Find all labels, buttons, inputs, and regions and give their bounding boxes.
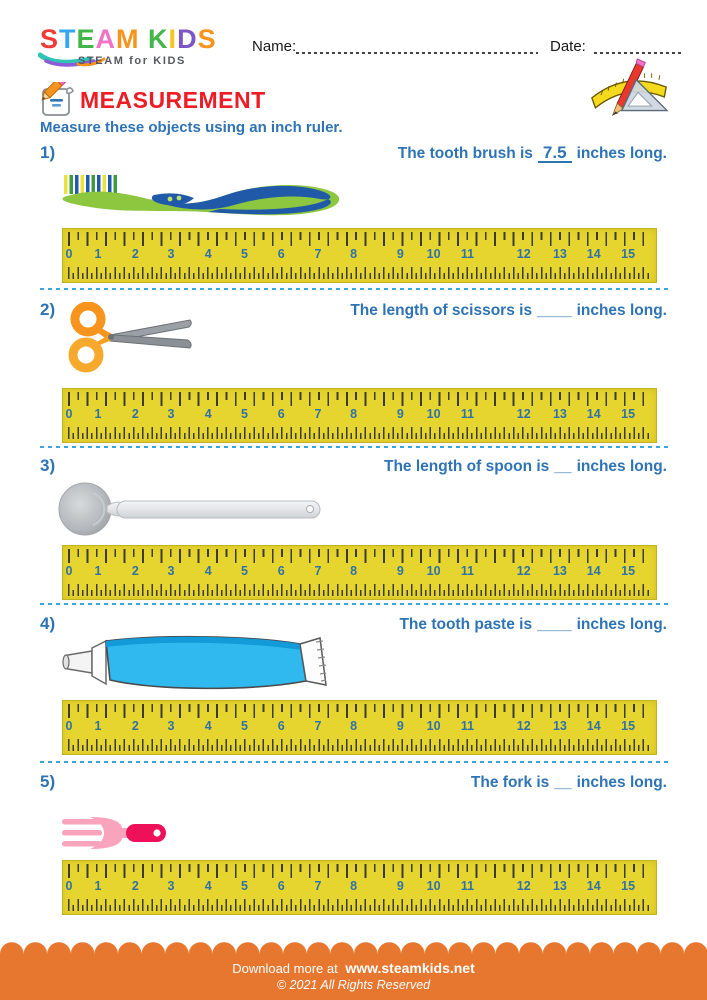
ruler-number: 10	[426, 247, 441, 261]
ruler-number: 15	[621, 247, 636, 261]
question-prefix: The length of spoon is	[383, 458, 550, 475]
logo-letter: T	[59, 24, 77, 54]
logo-letter: A	[95, 24, 117, 54]
ruler-number: 2	[131, 247, 139, 261]
ruler-number: 11	[460, 407, 475, 421]
question-suffix: inches long.	[576, 774, 667, 791]
ruler-number: 9	[396, 407, 404, 421]
ruler-number: 6	[277, 407, 285, 421]
geometry-tools-icon	[585, 58, 673, 116]
inch-ruler	[62, 860, 657, 915]
ruler-ticks-top	[68, 392, 651, 406]
ruler-number: 10	[426, 564, 441, 578]
ruler-number: 13	[552, 879, 567, 893]
ruler-number: 8	[350, 407, 358, 421]
ruler-number: 11	[460, 247, 475, 261]
inch-ruler	[62, 545, 657, 600]
answer-value[interactable]: 7.5	[538, 144, 572, 163]
ruler-number: 6	[277, 564, 285, 578]
ruler-number: 3	[167, 564, 175, 578]
question-number: 1)	[40, 143, 56, 162]
ruler-number: 15	[621, 564, 636, 578]
ruler-number: 13	[552, 564, 567, 578]
ruler-ticks-top	[68, 864, 651, 878]
ruler-number: 2	[131, 564, 139, 578]
section-divider	[40, 603, 672, 605]
ruler-number: 14	[586, 719, 601, 733]
ruler-ticks-top	[68, 704, 651, 718]
ruler-number: 13	[552, 407, 567, 421]
ruler-number: 14	[586, 407, 601, 421]
ruler-number: 3	[167, 879, 175, 893]
date-field-line[interactable]	[594, 52, 682, 54]
ruler-number: 6	[277, 247, 285, 261]
section-divider	[40, 288, 672, 290]
ruler-number: 15	[621, 879, 636, 893]
inch-ruler	[62, 228, 657, 283]
ruler-number: 1	[94, 564, 102, 578]
ruler-number: 12	[516, 564, 531, 578]
question-row-1	[40, 143, 667, 165]
logo-letter: K	[148, 24, 169, 54]
question-suffix: inches long.	[576, 145, 667, 162]
ruler-number: 2	[131, 879, 139, 893]
question-text	[350, 302, 667, 320]
logo-tagline: STEAM for KIDS	[78, 55, 186, 67]
question-number: 3)	[40, 456, 56, 475]
ruler-number: 7	[314, 879, 322, 893]
ruler-number: 9	[396, 719, 404, 733]
section-divider	[40, 446, 672, 448]
scissors-image	[64, 302, 194, 374]
question-text	[471, 774, 667, 792]
ruler-number: 10	[426, 719, 441, 733]
ruler-number: 5	[240, 879, 248, 893]
question-suffix: inches long.	[576, 616, 667, 633]
ruler-ticks-top	[68, 232, 651, 246]
ruler-number: 11	[460, 719, 475, 733]
ruler-number: 5	[240, 247, 248, 261]
ruler-number: 7	[314, 719, 322, 733]
ruler-number: 5	[240, 564, 248, 578]
ruler-number: 10	[426, 407, 441, 421]
ruler-number: 3	[167, 407, 175, 421]
ruler-number: 0	[65, 564, 73, 578]
ruler-number: 7	[314, 564, 322, 578]
answer-blank[interactable]: ____	[537, 302, 572, 319]
question-suffix: inches long.	[576, 302, 667, 319]
spoon-image	[55, 480, 330, 536]
question-text	[399, 616, 667, 634]
ruler-number: 0	[65, 247, 73, 261]
ruler-ticks-bottom	[68, 739, 651, 751]
question-prefix: The fork is	[470, 774, 550, 791]
ruler-number: 15	[621, 407, 636, 421]
ruler-number: 11	[460, 879, 475, 893]
ruler-number: 11	[460, 564, 475, 578]
question-suffix: inches long.	[576, 458, 667, 475]
instructions: Measure these objects using an inch ruler.	[40, 119, 343, 136]
ruler-number: 9	[396, 247, 404, 261]
ruler-number: 6	[277, 879, 285, 893]
ruler-number: 15	[621, 719, 636, 733]
logo-letter: D	[177, 24, 198, 54]
ruler-number: 12	[516, 719, 531, 733]
ruler-number: 0	[65, 879, 73, 893]
notepad-pencil-icon	[38, 82, 76, 118]
logo-letter: E	[76, 24, 96, 54]
ruler-number: 4	[204, 719, 212, 733]
ruler-ticks-bottom	[68, 584, 651, 596]
logo-letter: I	[168, 24, 178, 54]
ruler-number: 12	[516, 879, 531, 893]
footer-copyright: © 2021 All Rights Reserved	[276, 978, 431, 992]
ruler-number: 4	[204, 407, 212, 421]
question-prefix: The length of scissors is	[350, 302, 533, 319]
footer-site-link[interactable]: www.steamkids.net	[345, 960, 475, 976]
question-text	[384, 458, 667, 476]
ruler-number: 9	[396, 564, 404, 578]
ruler-ticks-top	[68, 549, 651, 563]
footer-download-line	[0, 954, 707, 976]
ruler-number: 2	[131, 407, 139, 421]
ruler-number: 5	[240, 719, 248, 733]
inch-ruler	[62, 388, 657, 443]
toothbrush-bristles	[64, 175, 117, 194]
fork-image	[60, 815, 172, 851]
answer-blank[interactable]: __	[554, 458, 572, 475]
steam-kids-logo	[40, 24, 217, 55]
ruler-number: 14	[586, 247, 601, 261]
ruler-number: 1	[94, 407, 102, 421]
question-row-3	[40, 456, 667, 478]
toothpaste-image	[58, 634, 333, 692]
question-row-4	[40, 614, 667, 636]
name-label: Name:	[252, 38, 297, 55]
ruler-number: 14	[586, 564, 601, 578]
toothbrush-image	[58, 172, 346, 219]
logo-letter: S	[40, 24, 60, 54]
logo-letter: M	[116, 24, 140, 54]
inch-ruler	[62, 700, 657, 755]
ruler-number: 2	[131, 719, 139, 733]
ruler-number: 3	[167, 247, 175, 261]
ruler-ticks-bottom	[68, 427, 651, 439]
ruler-number: 8	[350, 879, 358, 893]
date-label: Date:	[550, 38, 586, 55]
ruler-number: 9	[396, 879, 404, 893]
ruler-number: 4	[204, 879, 212, 893]
question-number: 5)	[40, 772, 56, 791]
footer-banner	[0, 954, 707, 1000]
ruler-number: 10	[426, 879, 441, 893]
ruler-number: 13	[552, 247, 567, 261]
ruler-number: 8	[350, 564, 358, 578]
page-title: MEASUREMENT	[80, 87, 266, 113]
ruler-number: 6	[277, 719, 285, 733]
name-field-line[interactable]	[296, 52, 538, 54]
ruler-number: 4	[204, 247, 212, 261]
ruler-number: 7	[314, 247, 322, 261]
answer-blank[interactable]: __	[554, 774, 572, 791]
question-prefix: The tooth paste is	[399, 616, 533, 633]
ruler-number: 4	[204, 564, 212, 578]
question-text	[398, 144, 667, 163]
ruler-number: 13	[552, 719, 567, 733]
ruler-number: 3	[167, 719, 175, 733]
section-divider	[40, 761, 672, 763]
answer-blank[interactable]: ____	[537, 616, 572, 633]
ruler-ticks-bottom	[68, 267, 651, 279]
ruler-number: 5	[240, 407, 248, 421]
ruler-number: 0	[65, 407, 73, 421]
ruler-number: 12	[516, 247, 531, 261]
ruler-number: 8	[350, 719, 358, 733]
logo-letter: S	[197, 24, 217, 54]
ruler-number: 1	[94, 879, 102, 893]
ruler-number: 14	[586, 879, 601, 893]
footer-download-text: Download more at	[232, 961, 338, 976]
ruler-number: 1	[94, 247, 102, 261]
ruler-number: 8	[350, 247, 358, 261]
ruler-number: 7	[314, 407, 322, 421]
ruler-number: 0	[65, 719, 73, 733]
question-row-5	[40, 772, 667, 794]
ruler-number: 1	[94, 719, 102, 733]
ruler-number: 12	[516, 407, 531, 421]
ruler-ticks-bottom	[68, 899, 651, 911]
question-number: 4)	[40, 614, 56, 633]
question-prefix: The tooth brush is	[397, 145, 533, 162]
footer-scallop-edge	[0, 942, 707, 954]
question-number: 2)	[40, 300, 56, 319]
logo-letter	[140, 24, 149, 54]
